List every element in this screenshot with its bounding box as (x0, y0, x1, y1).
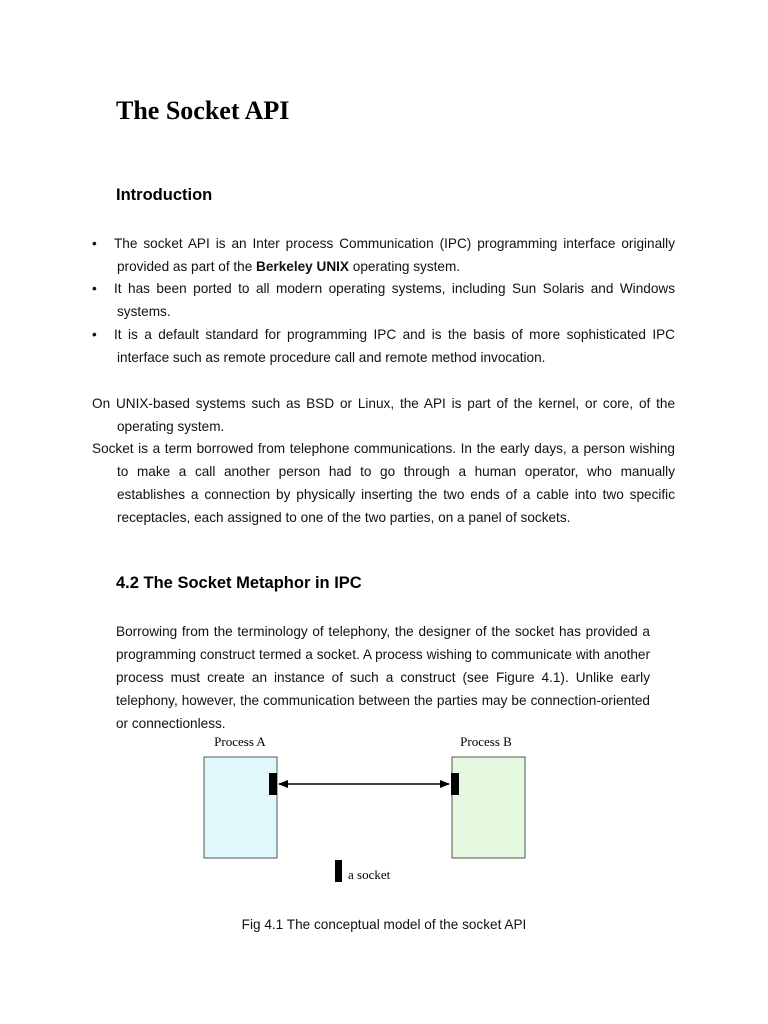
intro-heading: Introduction (116, 186, 213, 204)
socket-paragraph: Socket is a term borrowed from telephone communications. In the early days, a person wishing to make a call another person had to go through a human operator, who manually establishes a connection by physically inserting the two ends of a cable into two specific receptacles, each assigned to one of the two parties, on a panel of sockets. (92, 441, 675, 525)
section-heading: 4.2 The Socket Metaphor in IPC (116, 574, 362, 592)
bullet-item-3 (92, 323, 675, 369)
process-a-label: Process A (214, 734, 266, 749)
bullet-1-text-post: operating system. (349, 259, 461, 274)
socket-model-figure (200, 732, 530, 892)
process-a-box (204, 757, 277, 858)
bullet-1-text-pre: The socket API is an Inter process Communication (IPC) programming interface originally provided as part of the (114, 236, 675, 274)
socket-legend-label: a socket (348, 867, 391, 882)
bullet-1-text-bold: Berkeley UNIX (256, 259, 349, 274)
bullet-3-text: It is a default standard for programming IPC and is the basis of more sophisticated IPC interface such as remote procedure call and remote method invocation. (114, 327, 675, 365)
bullet-2-text: It has been ported to all modern operating systems, including Sun Solaris and Windows systems. (114, 281, 675, 319)
bullet-item-1 (92, 232, 675, 278)
bullet-item-2 (92, 277, 675, 323)
unix-paragraph: On UNIX-based systems such as BSD or Linux, the API is part of the kernel, or core, of the operating system. (92, 396, 675, 434)
bullet-marker: • (92, 327, 97, 342)
process-b-label: Process B (460, 734, 512, 749)
page-title: The Socket API (116, 96, 290, 125)
socket-a (269, 773, 277, 795)
socket-legend-icon (335, 860, 342, 882)
socket-b (451, 773, 459, 795)
figure-caption: Fig 4.1 The conceptual model of the socket API (241, 917, 527, 932)
bullet-marker: • (92, 236, 97, 251)
process-b-box (452, 757, 525, 858)
bullet-marker: • (92, 281, 97, 296)
metaphor-paragraph: Borrowing from the terminology of telephony, the designer of the socket has provided a programming construct termed a socket. A process wishing to communicate with another process must create an instance of such a construct (see Figure 4.1). Unlike early telephony, however, the communication between the parties may be connection-oriented or connectionless. (116, 624, 650, 731)
